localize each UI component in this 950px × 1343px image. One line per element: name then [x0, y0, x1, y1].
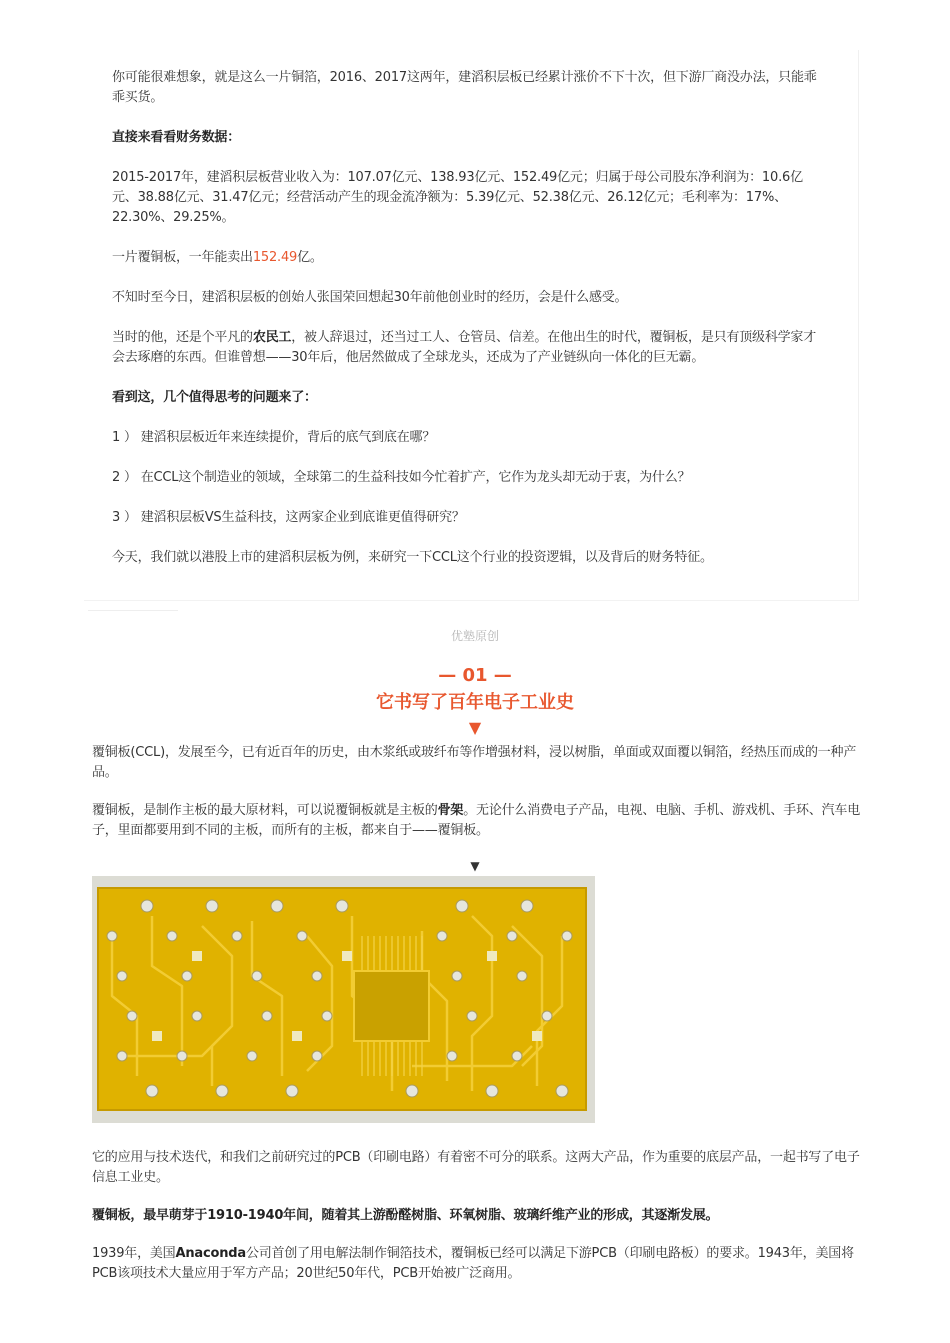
question-3: 3 ） 建滔积层板VS生益科技，这两家企业到底谁更值得研究？	[112, 510, 465, 525]
section-down-arrow-icon: ▼	[468, 718, 482, 737]
card-divider	[88, 610, 178, 611]
intro-paragraph-revenue: 一片覆铜板，一年能卖出152.49亿。	[112, 250, 323, 265]
intro-paragraph-final: 今天，我们就以港股上市的建滔积层板为例，来研究一下CCL这个行业的投资逻辑，以及背后的财务特征。	[112, 550, 713, 565]
question-1: 1 ） 建滔积层板近年来连续提价，背后的底气到底在哪？	[112, 430, 436, 445]
intro-paragraph-founder: 不知时至今日，建滔积层板的创始人张国荣回想起30年前他创业时的经历，会是什么感受。	[112, 290, 628, 305]
intro-financial-data: 2015-2017年，建滔积层板营业收入为：107.07亿元、138.93亿元、152.49亿元；归属于母公司股东净利润为：10.6亿元、38.88亿元、31.47亿元；经营活动产生的现金流净额为：5.39亿元、52.38亿元、26.12亿元；毛利率为：17%、22.30%、29.25%。	[112, 170, 803, 225]
question-2: 2 ） 在CCL这个制造业的领域，全球第二的生益科技如今忙着扩产，它作为龙头却无动于衷，为什么？	[112, 470, 691, 485]
pcb-board-image	[92, 876, 595, 1123]
section-title: 它书写了百年电子工业史	[376, 692, 574, 713]
intro-paragraph-history: 当时的他，还是个平凡的农民工，被人辞退过，还当过工人、仓管员、信差。在他出生的时代，覆铜板，是只有顶级科学家才会去琢磨的东西。但谁曾想——30年后，他居然做成了全球龙头，还成为了产业链纵向一体化的巨无霸。	[112, 330, 817, 365]
origin-label: 优塾原创	[450, 629, 499, 643]
body-paragraph-skeleton: 覆铜板，是制作主板的最大原材料，可以说覆铜板就是主板的骨架。无论什么消费电子产品，电视、电脑、手机、游戏机、手环、汽车电子，里面都要用到不同的主板，而所有的主板，都来自于——覆铜板。	[92, 803, 861, 838]
image-down-arrow-icon: ▼	[470, 859, 480, 873]
intro-financial-heading: 直接来看看财务数据：	[112, 130, 241, 145]
section-number: — 01 —	[438, 665, 512, 686]
body-paragraph-1939: 1939年，美国Anaconda公司首创了用电解法制作铜箔技术，覆铜板已经可以满足下游PCB（印刷电路板）的要求。1943年，美国将PCB该项技术大量应用于军方产品；20世纪50年代，PCB开始被广泛商用。	[92, 1246, 854, 1281]
body-paragraph-pcb-relation: 它的应用与技术迭代，和我们之前研究过的PCB（印刷电路）有着密不可分的联系。这两大产品，作为重要的底层产品，一起书写了电子信息工业史。	[92, 1150, 860, 1185]
pcb-illustration	[92, 876, 595, 1123]
body-paragraph-origin-bold: 覆铜板，最早萌芽于1910-1940年间，随着其上游酚醛树脂、环氧树脂、玻璃纤维产业的形成，其逐渐发展。	[92, 1208, 719, 1223]
revenue-highlight: 152.49	[252, 250, 298, 265]
intro-paragraph-1: 你可能很难想象，就是这么一片铜箔，2016、2017这两年，建滔积层板已经累计涨价不下十次，但下游厂商没办法，只能乖乖买货。	[112, 70, 817, 105]
intro-questions-heading: 看到这，几个值得思考的问题来了：	[112, 390, 317, 405]
body-paragraph-ccl-definition: 覆铜板(CCL)，发展至今，已有近百年的历史，由木浆纸或玻纤布等作增强材料，浸以树脂，单面或双面覆以铜箔，经热压而成的一种产品。	[92, 745, 857, 780]
